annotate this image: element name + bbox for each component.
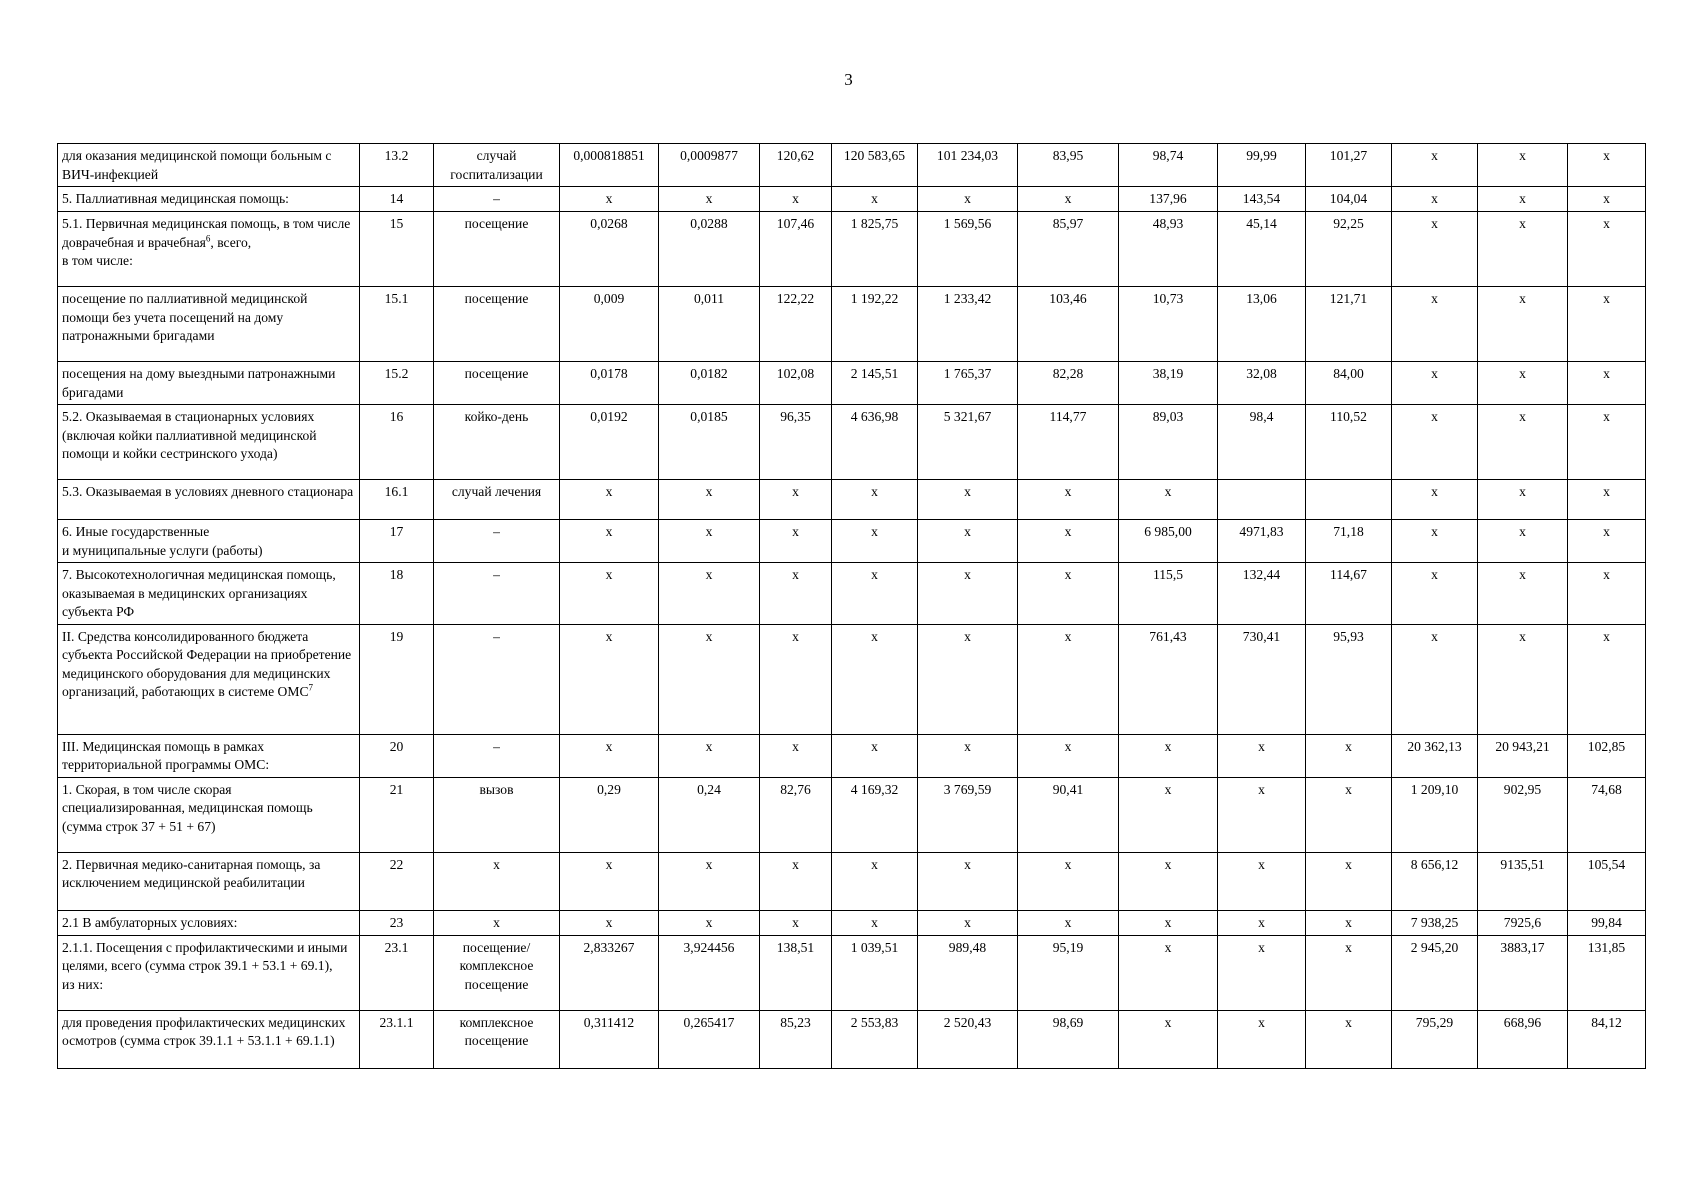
table-cell: 99,84 xyxy=(1568,910,1646,935)
table-cell: х xyxy=(1018,624,1119,734)
table-cell: 0,000818851 xyxy=(560,144,659,187)
table-cell: х xyxy=(1478,405,1568,480)
table-cell: 104,04 xyxy=(1306,187,1392,212)
table-cell: х xyxy=(1018,520,1119,563)
table-cell: 0,265417 xyxy=(659,1010,760,1068)
table-row xyxy=(58,520,1646,563)
table-cell: 32,08 xyxy=(1218,362,1306,405)
table-cell: х xyxy=(760,563,832,625)
table-cell: 902,95 xyxy=(1478,777,1568,852)
table-cell: х xyxy=(1306,910,1392,935)
table-cell: 3883,17 xyxy=(1478,935,1568,1010)
table-cell: 120 583,65 xyxy=(832,144,918,187)
row-name: для проведения профилактических медицинских осмотров (сумма строк 39.1.1 + 53.1.1 + 69.1.1) xyxy=(58,1010,360,1068)
table-cell: 0,0178 xyxy=(560,362,659,405)
table-cell: 7 938,25 xyxy=(1392,910,1478,935)
table-cell: х xyxy=(659,480,760,520)
table-row xyxy=(58,910,1646,935)
row-unit: х xyxy=(434,852,560,910)
table-row xyxy=(58,144,1646,187)
table-cell: х xyxy=(560,187,659,212)
table-cell: 989,48 xyxy=(918,935,1018,1010)
table-cell: х xyxy=(1306,1010,1392,1068)
table-cell: х xyxy=(918,520,1018,563)
table-cell: х xyxy=(1018,563,1119,625)
row-unit: вызов xyxy=(434,777,560,852)
table-cell: х xyxy=(1018,910,1119,935)
table-cell: 795,29 xyxy=(1392,1010,1478,1068)
table-cell: х xyxy=(1018,480,1119,520)
row-unit: – xyxy=(434,520,560,563)
table-cell: х xyxy=(1568,480,1646,520)
table-cell: 20 943,21 xyxy=(1478,734,1568,777)
row-code: 15.2 xyxy=(360,362,434,405)
table-cell: х xyxy=(760,480,832,520)
table-cell: 98,74 xyxy=(1119,144,1218,187)
table-cell: 45,14 xyxy=(1218,212,1306,287)
table-cell: х xyxy=(760,910,832,935)
table-cell: 131,85 xyxy=(1568,935,1646,1010)
table-cell: х xyxy=(832,624,918,734)
table-cell: 2,833267 xyxy=(560,935,659,1010)
table-cell: х xyxy=(1478,144,1568,187)
table-cell: х xyxy=(659,520,760,563)
table-cell: 102,08 xyxy=(760,362,832,405)
table-cell: х xyxy=(1306,734,1392,777)
table-cell: 95,93 xyxy=(1306,624,1392,734)
table-cell: х xyxy=(1392,520,1478,563)
table-cell: 3 769,59 xyxy=(918,777,1018,852)
table-cell: х xyxy=(659,187,760,212)
table-cell: х xyxy=(1119,852,1218,910)
table-body xyxy=(58,144,1646,1069)
table-cell: х xyxy=(1568,563,1646,625)
table-cell: 121,71 xyxy=(1306,287,1392,362)
table-cell: 4971,83 xyxy=(1218,520,1306,563)
table-row xyxy=(58,362,1646,405)
table-cell: 0,0268 xyxy=(560,212,659,287)
table-cell: х xyxy=(1119,480,1218,520)
table-cell: х xyxy=(1306,777,1392,852)
table-cell: 101,27 xyxy=(1306,144,1392,187)
row-code: 15 xyxy=(360,212,434,287)
table-cell: х xyxy=(832,734,918,777)
row-code: 15.1 xyxy=(360,287,434,362)
row-name: посещение по паллиативной медицинской помощи без учета посещений на дому патронажными бригадами xyxy=(58,287,360,362)
table-cell: х xyxy=(1018,852,1119,910)
row-name: 5.3. Оказываемая в условиях дневного стационара xyxy=(58,480,360,520)
table-cell: 0,011 xyxy=(659,287,760,362)
table-cell: 0,311412 xyxy=(560,1010,659,1068)
table-cell: х xyxy=(760,187,832,212)
row-code: 23 xyxy=(360,910,434,935)
table-row xyxy=(58,935,1646,1010)
table-cell: х xyxy=(1218,852,1306,910)
table-cell: 71,18 xyxy=(1306,520,1392,563)
row-code: 21 xyxy=(360,777,434,852)
table-cell: х xyxy=(1392,405,1478,480)
table-cell: 48,93 xyxy=(1119,212,1218,287)
table-cell: х xyxy=(1478,624,1568,734)
table-cell: х xyxy=(832,187,918,212)
table-cell: 6 985,00 xyxy=(1119,520,1218,563)
table-cell: 13,06 xyxy=(1218,287,1306,362)
table-cell: х xyxy=(918,852,1018,910)
row-name: 2.1 В амбулаторных условиях: xyxy=(58,910,360,935)
table-cell: 143,54 xyxy=(1218,187,1306,212)
row-unit: посещение xyxy=(434,362,560,405)
table-cell: х xyxy=(918,624,1018,734)
table-cell: 132,44 xyxy=(1218,563,1306,625)
table-cell: х xyxy=(659,563,760,625)
table-cell: 0,009 xyxy=(560,287,659,362)
table-cell: 101 234,03 xyxy=(918,144,1018,187)
row-code: 16 xyxy=(360,405,434,480)
table-cell: 2 145,51 xyxy=(832,362,918,405)
table-cell: 4 636,98 xyxy=(832,405,918,480)
row-unit: х xyxy=(434,910,560,935)
table-cell: 9135,51 xyxy=(1478,852,1568,910)
table-cell xyxy=(1306,480,1392,520)
row-code: 20 xyxy=(360,734,434,777)
table-cell: 38,19 xyxy=(1119,362,1218,405)
row-code: 17 xyxy=(360,520,434,563)
table-cell: х xyxy=(1392,563,1478,625)
table-cell: 2 945,20 xyxy=(1392,935,1478,1010)
table-cell: х xyxy=(659,734,760,777)
table-cell: х xyxy=(1568,520,1646,563)
table-cell: 137,96 xyxy=(1119,187,1218,212)
table-cell: 668,96 xyxy=(1478,1010,1568,1068)
table-cell: 107,46 xyxy=(760,212,832,287)
table-cell: х xyxy=(832,910,918,935)
table-cell: х xyxy=(1218,935,1306,1010)
footnote-mark: 6 xyxy=(205,232,211,243)
table-cell: х xyxy=(1392,187,1478,212)
table-cell: х xyxy=(560,520,659,563)
table-cell: х xyxy=(1568,144,1646,187)
table-cell: 0,0009877 xyxy=(659,144,760,187)
row-name: 5. Паллиативная медицинская помощь: xyxy=(58,187,360,212)
table-cell: 138,51 xyxy=(760,935,832,1010)
table-cell: х xyxy=(659,852,760,910)
data-table xyxy=(57,143,1646,1069)
table-row xyxy=(58,734,1646,777)
row-name: для оказания медицинской помощи больным с ВИЧ-инфекцией xyxy=(58,144,360,187)
table-row xyxy=(58,212,1646,287)
table-cell: 114,67 xyxy=(1306,563,1392,625)
table-cell: 85,23 xyxy=(760,1010,832,1068)
table-cell: х xyxy=(1119,777,1218,852)
table-cell: х xyxy=(1478,187,1568,212)
row-unit: случай лечения xyxy=(434,480,560,520)
table-cell: х xyxy=(1478,480,1568,520)
table-cell: 98,4 xyxy=(1218,405,1306,480)
table-cell: х xyxy=(659,910,760,935)
table-cell: 5 321,67 xyxy=(918,405,1018,480)
row-unit: – xyxy=(434,624,560,734)
row-name: 1. Скорая, в том числе скорая специализированная, медицинская помощь (сумма строк 37 + 51 + 67) xyxy=(58,777,360,852)
row-unit: – xyxy=(434,734,560,777)
table-cell: 1 569,56 xyxy=(918,212,1018,287)
table-cell: 95,19 xyxy=(1018,935,1119,1010)
table-cell: х xyxy=(760,520,832,563)
table-row xyxy=(58,563,1646,625)
table-cell: х xyxy=(1478,563,1568,625)
table-cell: х xyxy=(1218,910,1306,935)
row-unit: – xyxy=(434,187,560,212)
row-unit: посещение xyxy=(434,212,560,287)
table-cell: 122,22 xyxy=(760,287,832,362)
table-cell: х xyxy=(1018,734,1119,777)
table-cell: х xyxy=(1306,935,1392,1010)
table-cell: х xyxy=(1119,910,1218,935)
table-row xyxy=(58,1010,1646,1068)
table-cell: х xyxy=(1218,777,1306,852)
row-code: 23.1 xyxy=(360,935,434,1010)
row-unit: случай госпитализации xyxy=(434,144,560,187)
table-cell: х xyxy=(1306,852,1392,910)
table-cell: 103,46 xyxy=(1018,287,1119,362)
table-cell: 2 553,83 xyxy=(832,1010,918,1068)
table-cell: 0,0192 xyxy=(560,405,659,480)
table-cell: 74,68 xyxy=(1568,777,1646,852)
table-row xyxy=(58,187,1646,212)
table-cell: х xyxy=(760,624,832,734)
table-cell: х xyxy=(918,734,1018,777)
table-cell: 84,12 xyxy=(1568,1010,1646,1068)
table-cell xyxy=(1218,480,1306,520)
table-cell: 1 039,51 xyxy=(832,935,918,1010)
row-unit: посещение xyxy=(434,287,560,362)
row-code: 16.1 xyxy=(360,480,434,520)
table-cell: 3,924456 xyxy=(659,935,760,1010)
table-cell: х xyxy=(1478,287,1568,362)
table-cell: 1 765,37 xyxy=(918,362,1018,405)
table-cell: 10,73 xyxy=(1119,287,1218,362)
table-cell: 0,0182 xyxy=(659,362,760,405)
table-cell: х xyxy=(1018,187,1119,212)
row-name: 7. Высокотехнологичная медицинская помощь, оказываемая в медицинских организациях субъекта РФ xyxy=(58,563,360,625)
table-row xyxy=(58,624,1646,734)
table-cell: 2 520,43 xyxy=(918,1010,1018,1068)
row-name: III. Медицинская помощь в рамках территориальной программы ОМС: xyxy=(58,734,360,777)
table-cell: 99,99 xyxy=(1218,144,1306,187)
table-cell: 1 233,42 xyxy=(918,287,1018,362)
row-name: посещения на дому выездными патронажными бригадами xyxy=(58,362,360,405)
table-cell: х xyxy=(1478,520,1568,563)
table-cell: х xyxy=(1392,212,1478,287)
table-cell: х xyxy=(1392,144,1478,187)
table-cell: 1 825,75 xyxy=(832,212,918,287)
table-cell: 83,95 xyxy=(1018,144,1119,187)
footnote-mark: 7 xyxy=(308,682,314,693)
table-cell: 1 209,10 xyxy=(1392,777,1478,852)
row-code: 14 xyxy=(360,187,434,212)
table-cell: 8 656,12 xyxy=(1392,852,1478,910)
table-cell: х xyxy=(1119,935,1218,1010)
table-cell: х xyxy=(560,563,659,625)
table-cell: 4 169,32 xyxy=(832,777,918,852)
table-cell: х xyxy=(918,563,1018,625)
row-name: 2.1.1. Посещения с профилактическими и иными целями, всего (сумма строк 39.1 + 53.1 + 69.1), из них: xyxy=(58,935,360,1010)
table-cell: 82,28 xyxy=(1018,362,1119,405)
row-name: 5.1. Первичная медицинская помощь, в том числе доврачебная и врачебная$^6$, всего, в том числе: xyxy=(58,212,360,287)
table-cell: х xyxy=(1478,212,1568,287)
table-cell: х xyxy=(760,852,832,910)
table-row xyxy=(58,405,1646,480)
table-cell: х xyxy=(560,734,659,777)
row-code: 13.2 xyxy=(360,144,434,187)
table-cell: 84,00 xyxy=(1306,362,1392,405)
table-cell: х xyxy=(760,734,832,777)
table-cell: х xyxy=(918,187,1018,212)
table-cell: х xyxy=(1119,1010,1218,1068)
row-unit: – xyxy=(434,563,560,625)
row-name: II. Средства консолидированного бюджета субъекта Российской Федерации на приобретение медицинского оборудования для медицинских организаций, работающих в системе ОМС$^7$ xyxy=(58,624,360,734)
table-cell: 7925,6 xyxy=(1478,910,1568,935)
table-cell: 0,24 xyxy=(659,777,760,852)
table-cell: 89,03 xyxy=(1119,405,1218,480)
table-cell: х xyxy=(1218,734,1306,777)
table-cell: х xyxy=(832,852,918,910)
row-code: 22 xyxy=(360,852,434,910)
table-cell: 20 362,13 xyxy=(1392,734,1478,777)
table-cell: 102,85 xyxy=(1568,734,1646,777)
table-cell: х xyxy=(560,480,659,520)
table-cell: 1 192,22 xyxy=(832,287,918,362)
table-cell: х xyxy=(832,520,918,563)
table-cell: 0,29 xyxy=(560,777,659,852)
table-cell: 85,97 xyxy=(1018,212,1119,287)
table-cell: х xyxy=(918,910,1018,935)
table-cell: 120,62 xyxy=(760,144,832,187)
table-cell: х xyxy=(832,563,918,625)
row-code: 19 xyxy=(360,624,434,734)
table-cell: 90,41 xyxy=(1018,777,1119,852)
table-cell: х xyxy=(659,624,760,734)
table-cell: х xyxy=(1392,624,1478,734)
table-cell: 0,0185 xyxy=(659,405,760,480)
table-cell: х xyxy=(1568,212,1646,287)
table-cell: 98,69 xyxy=(1018,1010,1119,1068)
row-unit: койко-день xyxy=(434,405,560,480)
table-cell: 114,77 xyxy=(1018,405,1119,480)
table-cell: х xyxy=(560,624,659,734)
table-row xyxy=(58,777,1646,852)
table-cell: х xyxy=(1478,362,1568,405)
table-cell: х xyxy=(832,480,918,520)
table-cell: 115,5 xyxy=(1119,563,1218,625)
row-code: 18 xyxy=(360,563,434,625)
table-cell: х xyxy=(1392,480,1478,520)
table-cell: 730,41 xyxy=(1218,624,1306,734)
table-cell: 82,76 xyxy=(760,777,832,852)
table-cell: х xyxy=(1218,1010,1306,1068)
row-code: 23.1.1 xyxy=(360,1010,434,1068)
table-cell: х xyxy=(1392,362,1478,405)
table-row xyxy=(58,852,1646,910)
table-cell: х xyxy=(1568,624,1646,734)
table-row xyxy=(58,287,1646,362)
table-cell: х xyxy=(560,910,659,935)
table-cell: х xyxy=(918,480,1018,520)
table-cell: 761,43 xyxy=(1119,624,1218,734)
table-cell: 0,0288 xyxy=(659,212,760,287)
table-cell: 96,35 xyxy=(760,405,832,480)
table-cell: 92,25 xyxy=(1306,212,1392,287)
table-cell: х xyxy=(560,852,659,910)
table-cell: х xyxy=(1568,362,1646,405)
table-cell: 105,54 xyxy=(1568,852,1646,910)
row-unit: комплексное посещение xyxy=(434,1010,560,1068)
table-cell: х xyxy=(1392,287,1478,362)
row-name: 6. Иные государственные и муниципальные услуги (работы) xyxy=(58,520,360,563)
table-cell: х xyxy=(1119,734,1218,777)
table-cell: 110,52 xyxy=(1306,405,1392,480)
row-unit: посещение/комплексное посещение xyxy=(434,935,560,1010)
row-name: 5.2. Оказываемая в стационарных условиях (включая койки паллиативной медицинской помощи и койки сестринского ухода) xyxy=(58,405,360,480)
table-cell: х xyxy=(1568,405,1646,480)
table-row xyxy=(58,480,1646,520)
row-name: 2. Первичная медико-санитарная помощь, за исключением медицинской реабилитации xyxy=(58,852,360,910)
table-cell: х xyxy=(1568,287,1646,362)
page-number: 3 xyxy=(844,70,853,89)
table-cell: х xyxy=(1568,187,1646,212)
